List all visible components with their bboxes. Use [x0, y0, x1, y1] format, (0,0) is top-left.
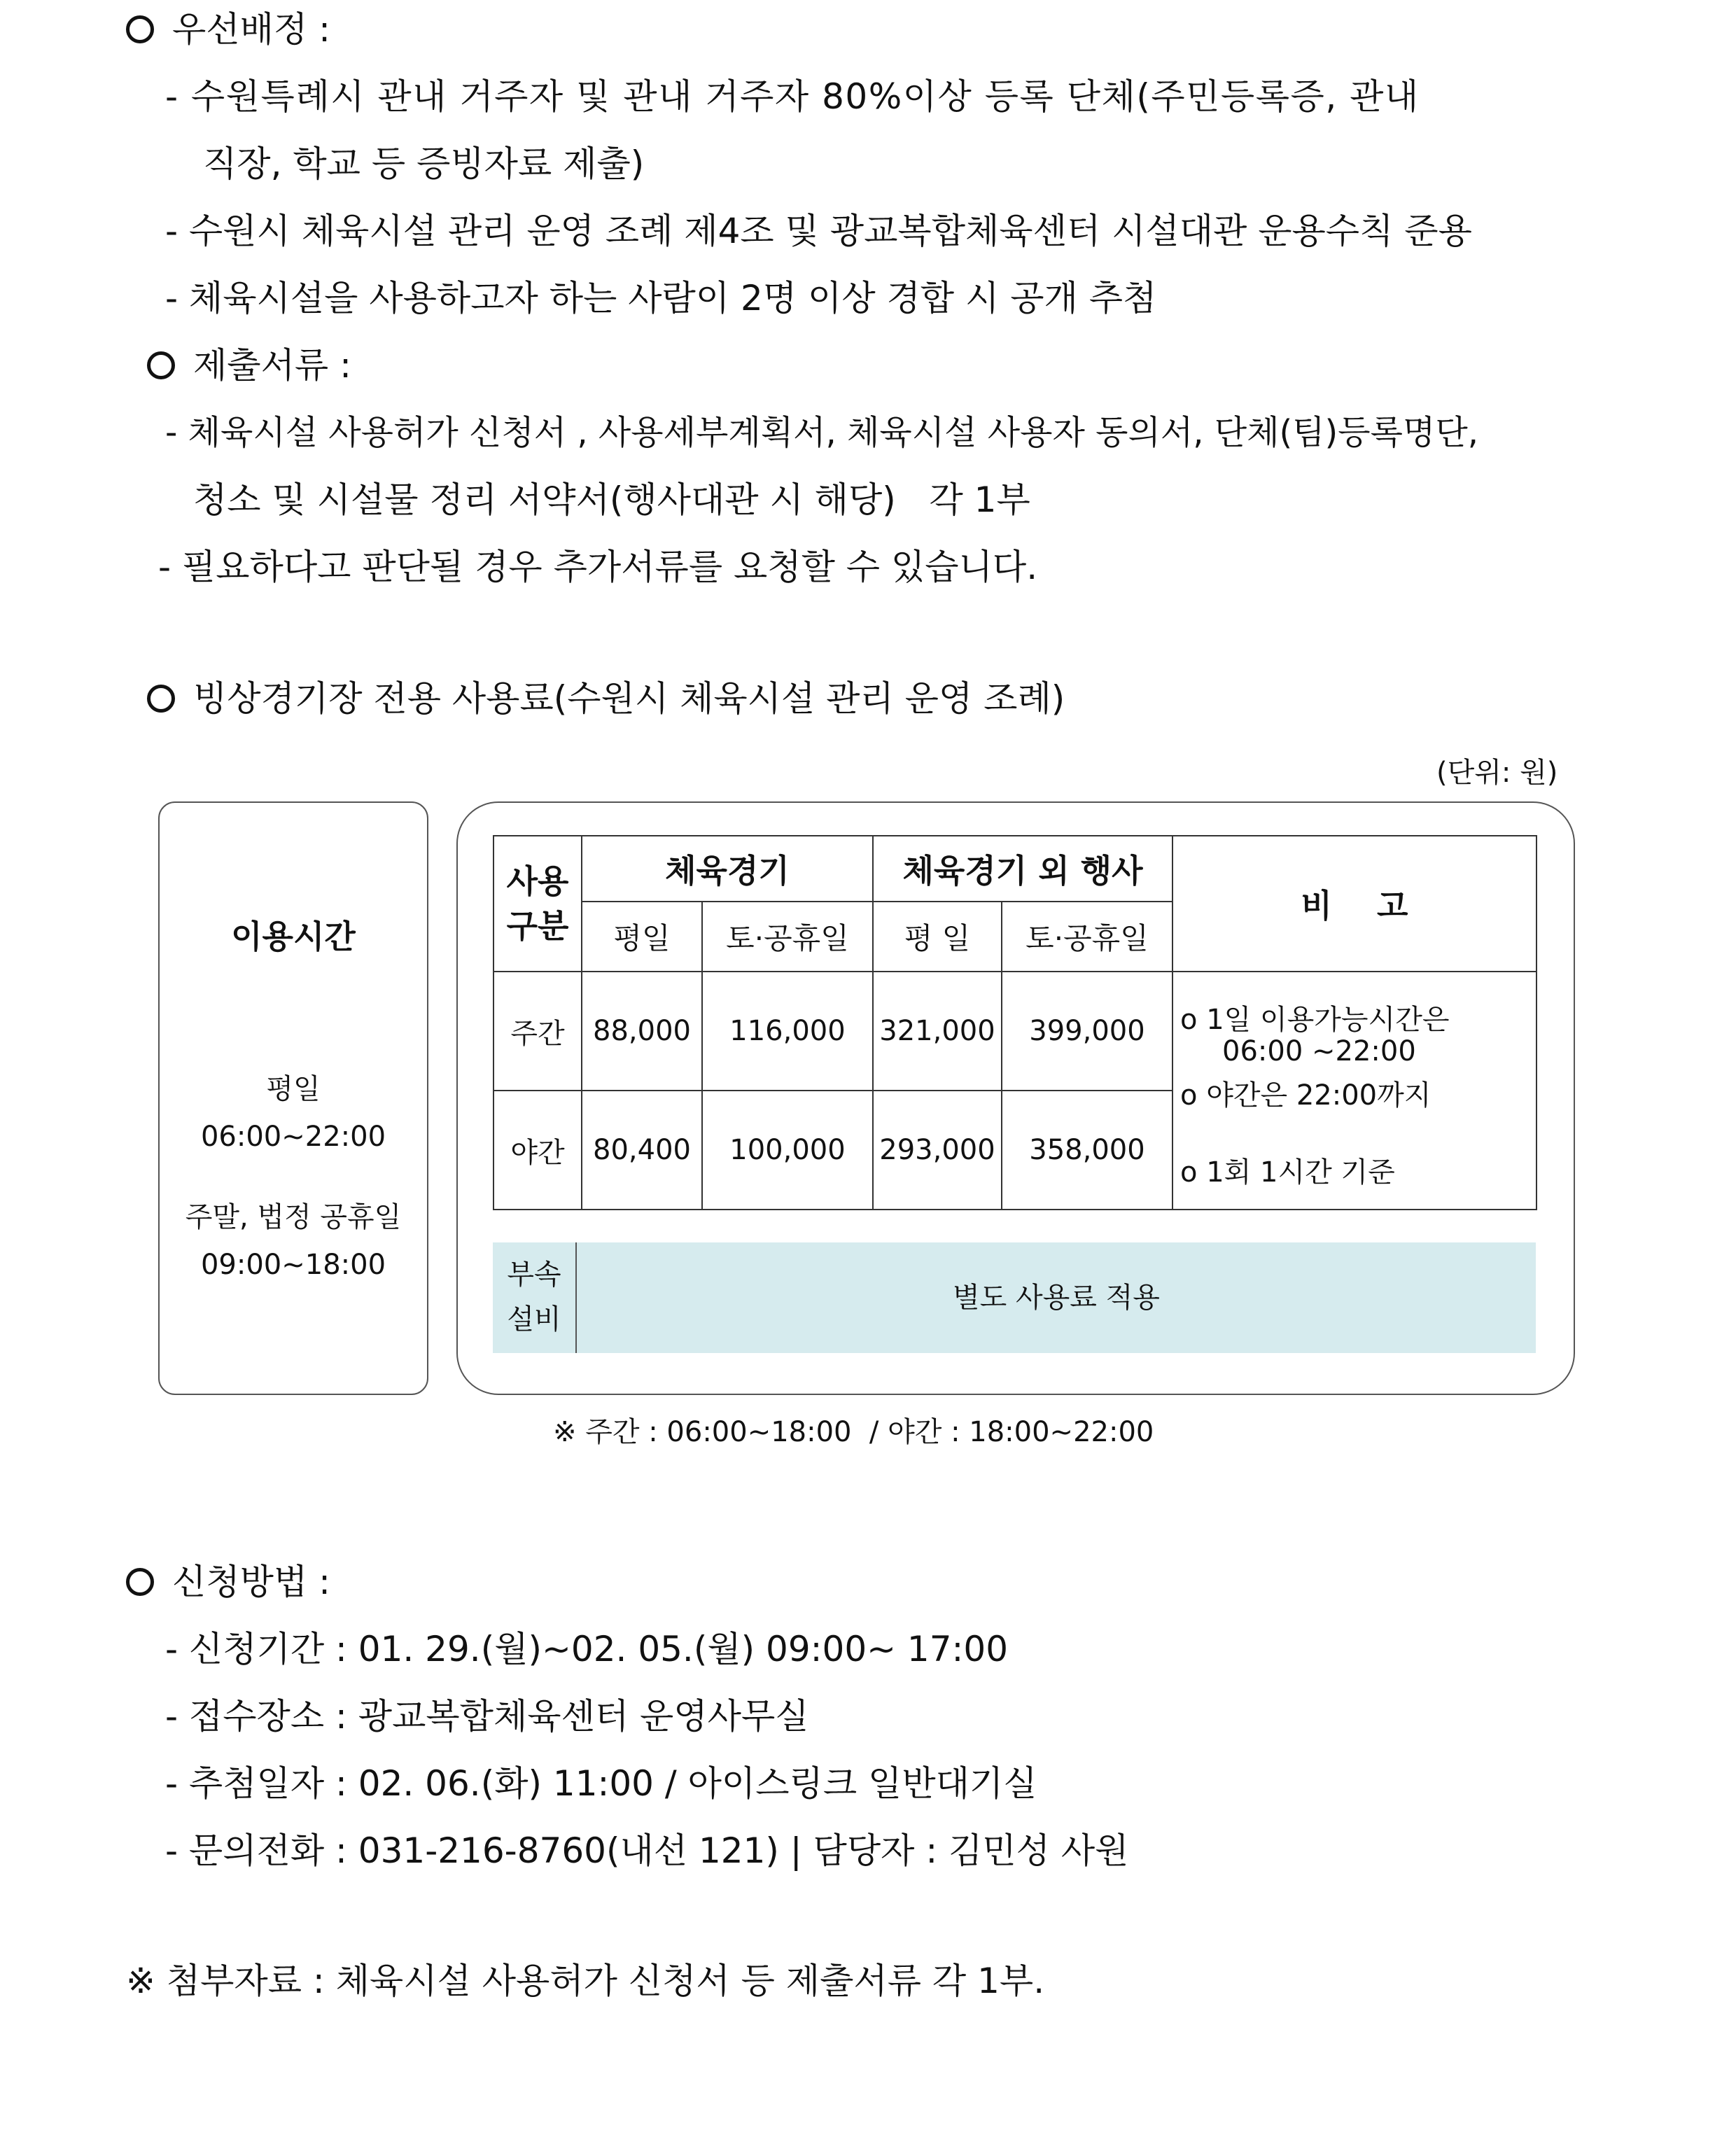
remark-line: o 야간은 22:00까지 — [1180, 1079, 1432, 1112]
sports-holiday-header: 토·공휴일 — [702, 902, 873, 972]
fee-table — [493, 835, 1537, 1210]
remark-line: o 1회 1시간 기준 — [1180, 1156, 1395, 1189]
sports-group-header: 체육경기 — [582, 836, 873, 902]
priority-bullet: - 체육시설을 사용하고자 하는 사람이 2명 이상 경합 시 공개 추첨 — [165, 278, 1157, 318]
fee-value: 116,000 — [702, 972, 873, 1091]
attached-equipment-row — [493, 1242, 1536, 1353]
sports-weekday-header: 평일 — [582, 902, 702, 972]
events-weekday-header: 평 일 — [873, 902, 1002, 972]
attached-equipment-label: 부속 설비 — [493, 1242, 577, 1353]
time-footnote: ※ 주간 : 06:00~18:00 / 야간 : 18:00~22:00 — [553, 1416, 1154, 1448]
circle-bullet-icon — [126, 15, 154, 43]
fee-value: 80,400 — [582, 1091, 702, 1210]
documents-bullet: - 필요하다고 판단될 경우 추가서류를 요청할 수 있습니다. — [158, 547, 1038, 587]
row-label: 야간 — [493, 1091, 582, 1210]
events-group-header: 체육경기 외 행사 — [873, 836, 1172, 902]
row-label: 주간 — [493, 972, 582, 1091]
documents-heading: 제출서류 : — [147, 344, 351, 386]
attached-equipment-value: 별도 사용료 적용 — [953, 1282, 1160, 1314]
apply-bullet: - 추첨일자 : 02. 06.(화) 11:00 / 아이스링크 일반대기실 — [165, 1763, 1037, 1804]
unit-label: (단위: 원) — [1436, 757, 1558, 789]
table-row — [493, 972, 1536, 1091]
usage-hours-title: 이용시간 — [231, 918, 356, 955]
fee-value: 100,000 — [702, 1091, 873, 1210]
usage-hours-box — [158, 801, 428, 1395]
weekday-hours: 평일 06:00~22:00 — [200, 1073, 386, 1153]
fee-value: 399,000 — [1002, 972, 1172, 1091]
circle-bullet-icon — [147, 351, 175, 379]
remark-line: o 1일 이용가능시간은 — [1180, 1004, 1450, 1036]
apply-bullet: - 문의전화 : 031-216-8760(내선 121) | 담당자 : 김민성 사원 — [165, 1830, 1129, 1871]
priority-heading: 우선배정 : — [126, 8, 330, 50]
apply-bullet: - 접수장소 : 광교복합체육센터 운영사무실 — [165, 1696, 809, 1737]
fee-value: 321,000 — [873, 972, 1002, 1091]
priority-bullet: 직장, 학교 등 증빙자료 제출) — [203, 143, 645, 184]
remark-line: 06:00 ~22:00 — [1222, 1035, 1416, 1067]
documents-bullet: - 체육시설 사용허가 신청서 , 사용세부계획서, 체육시설 사용자 동의서, 단체(팀)등록명단, — [165, 413, 1479, 452]
remark-header: 비 고 — [1172, 836, 1536, 972]
circle-bullet-icon — [126, 1568, 154, 1596]
apply-bullet: - 신청기간 : 01. 29.(월)~02. 05.(월) 09:00~ 17:00 — [165, 1629, 1009, 1669]
fee-heading: 빙상경기장 전용 사용료(수원시 체육시설 관리 운영 조례) — [147, 678, 1065, 720]
fee-value: 358,000 — [1002, 1091, 1172, 1210]
fee-value: 88,000 — [582, 972, 702, 1091]
fee-value: 293,000 — [873, 1091, 1002, 1210]
attachment-note: ※ 첨부자료 : 체육시설 사용허가 신청서 등 제출서류 각 1부. — [126, 1961, 1045, 2001]
weekend-hours: 주말, 법정 공휴일 09:00~18:00 — [185, 1201, 402, 1281]
apply-heading: 신청방법 : — [126, 1561, 330, 1603]
documents-bullet: 청소 및 시설물 정리 서약서(행사대관 시 해당) 각 1부 — [193, 479, 1030, 520]
circle-bullet-icon — [147, 685, 175, 713]
priority-bullet: - 수원특례시 관내 거주자 및 관내 거주자 80%이상 등록 단체(주민등록증, 관내 — [165, 76, 1420, 117]
events-holiday-header: 토·공휴일 — [1002, 902, 1172, 972]
remarks-cell — [1172, 972, 1536, 1210]
priority-bullet: - 수원시 체육시설 관리 운영 조례 제4조 및 광교복합체육센터 시설대관 운용수칙 준용 — [165, 211, 1472, 251]
usage-type-header: 사용 구분 — [493, 836, 582, 972]
